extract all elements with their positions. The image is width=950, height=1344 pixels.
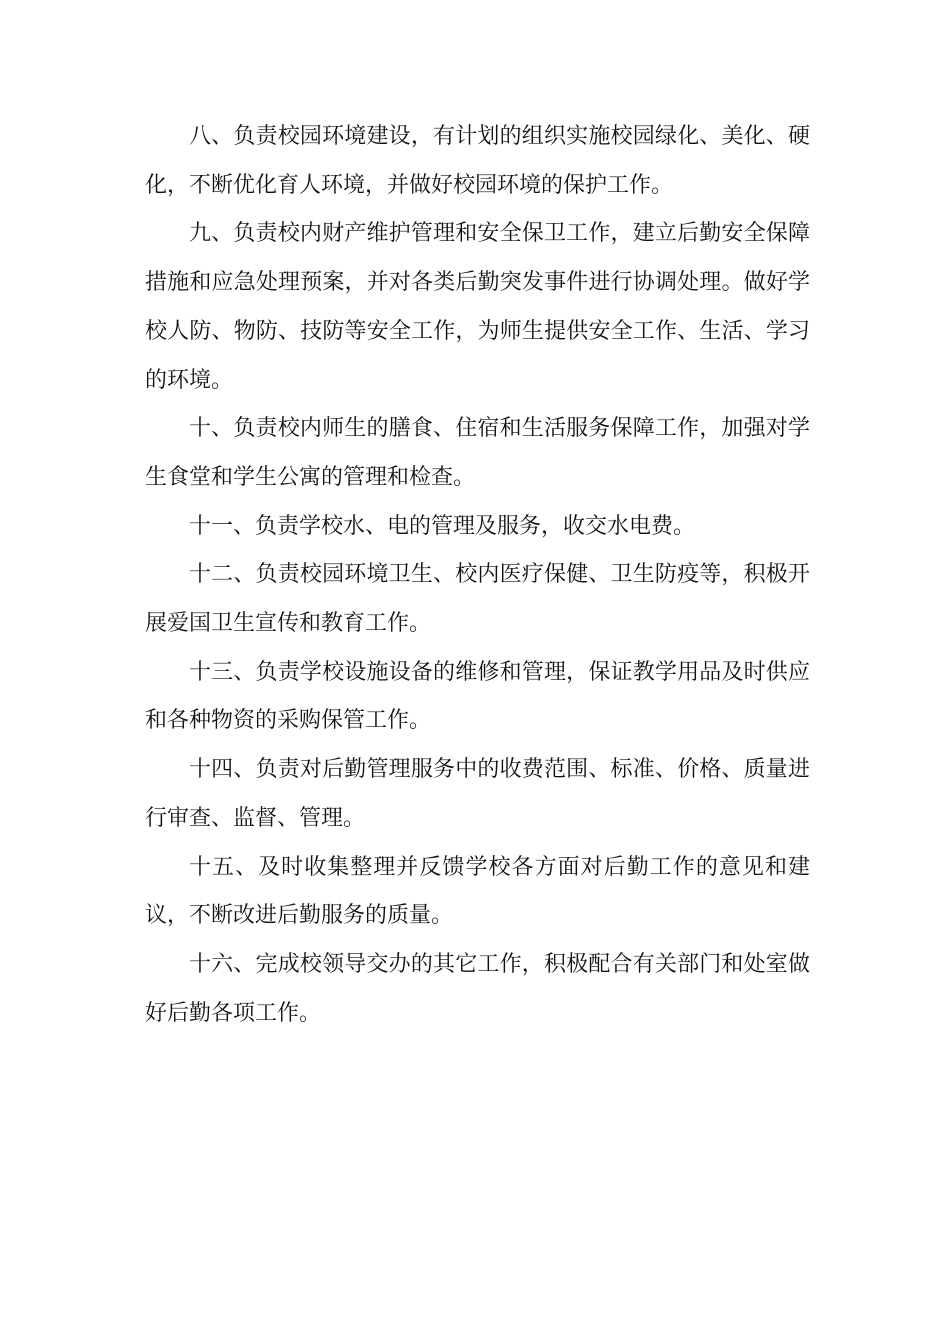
paragraph-14: 十四、负责对后勤管理服务中的收费范围、标准、价格、质量进行审查、监督、管理。 bbox=[145, 757, 810, 831]
paragraph-12: 十二、负责校园环境卫生、校内医疗保健、卫生防疫等，积极开展爱国卫生宣传和教育工作。 bbox=[145, 562, 810, 637]
document-body bbox=[145, 113, 810, 1038]
paragraph-10: 十、负责校内师生的膳食、住宿和生活服务保障工作，加强对学生食堂和学生公寓的管理和检查。 bbox=[145, 416, 810, 490]
paragraph-15: 十五、及时收集整理并反馈学校各方面对后勤工作的意见和建议，不断改进后勤服务的质量。 bbox=[145, 854, 810, 929]
paragraph-8: 八、负责校园环境建设，有计划的组织实施校园绿化、美化、硬化，不断优化育人环境，并做好校园环境的保护工作。 bbox=[145, 124, 810, 198]
paragraph-13: 十三、负责学校设施设备的维修和管理，保证教学用品及时供应和各种物资的采购保管工作。 bbox=[145, 659, 810, 734]
paragraph-16: 十六、完成校领导交办的其它工作，积极配合有关部门和处室做好后勤各项工作。 bbox=[145, 951, 810, 1026]
paragraph-11: 十一、负责学校水、电的管理及服务，收交水电费。 bbox=[189, 513, 696, 539]
paragraph-9: 九、负责校内财产维护管理和安全保卫工作，建立后勤安全保障措施和应急处理预案，并对各类后勤突发事件进行协调处理。做好学校人防、物防、技防等安全工作，为师生提供安全工作、生活、学习的环境。 bbox=[145, 221, 810, 393]
